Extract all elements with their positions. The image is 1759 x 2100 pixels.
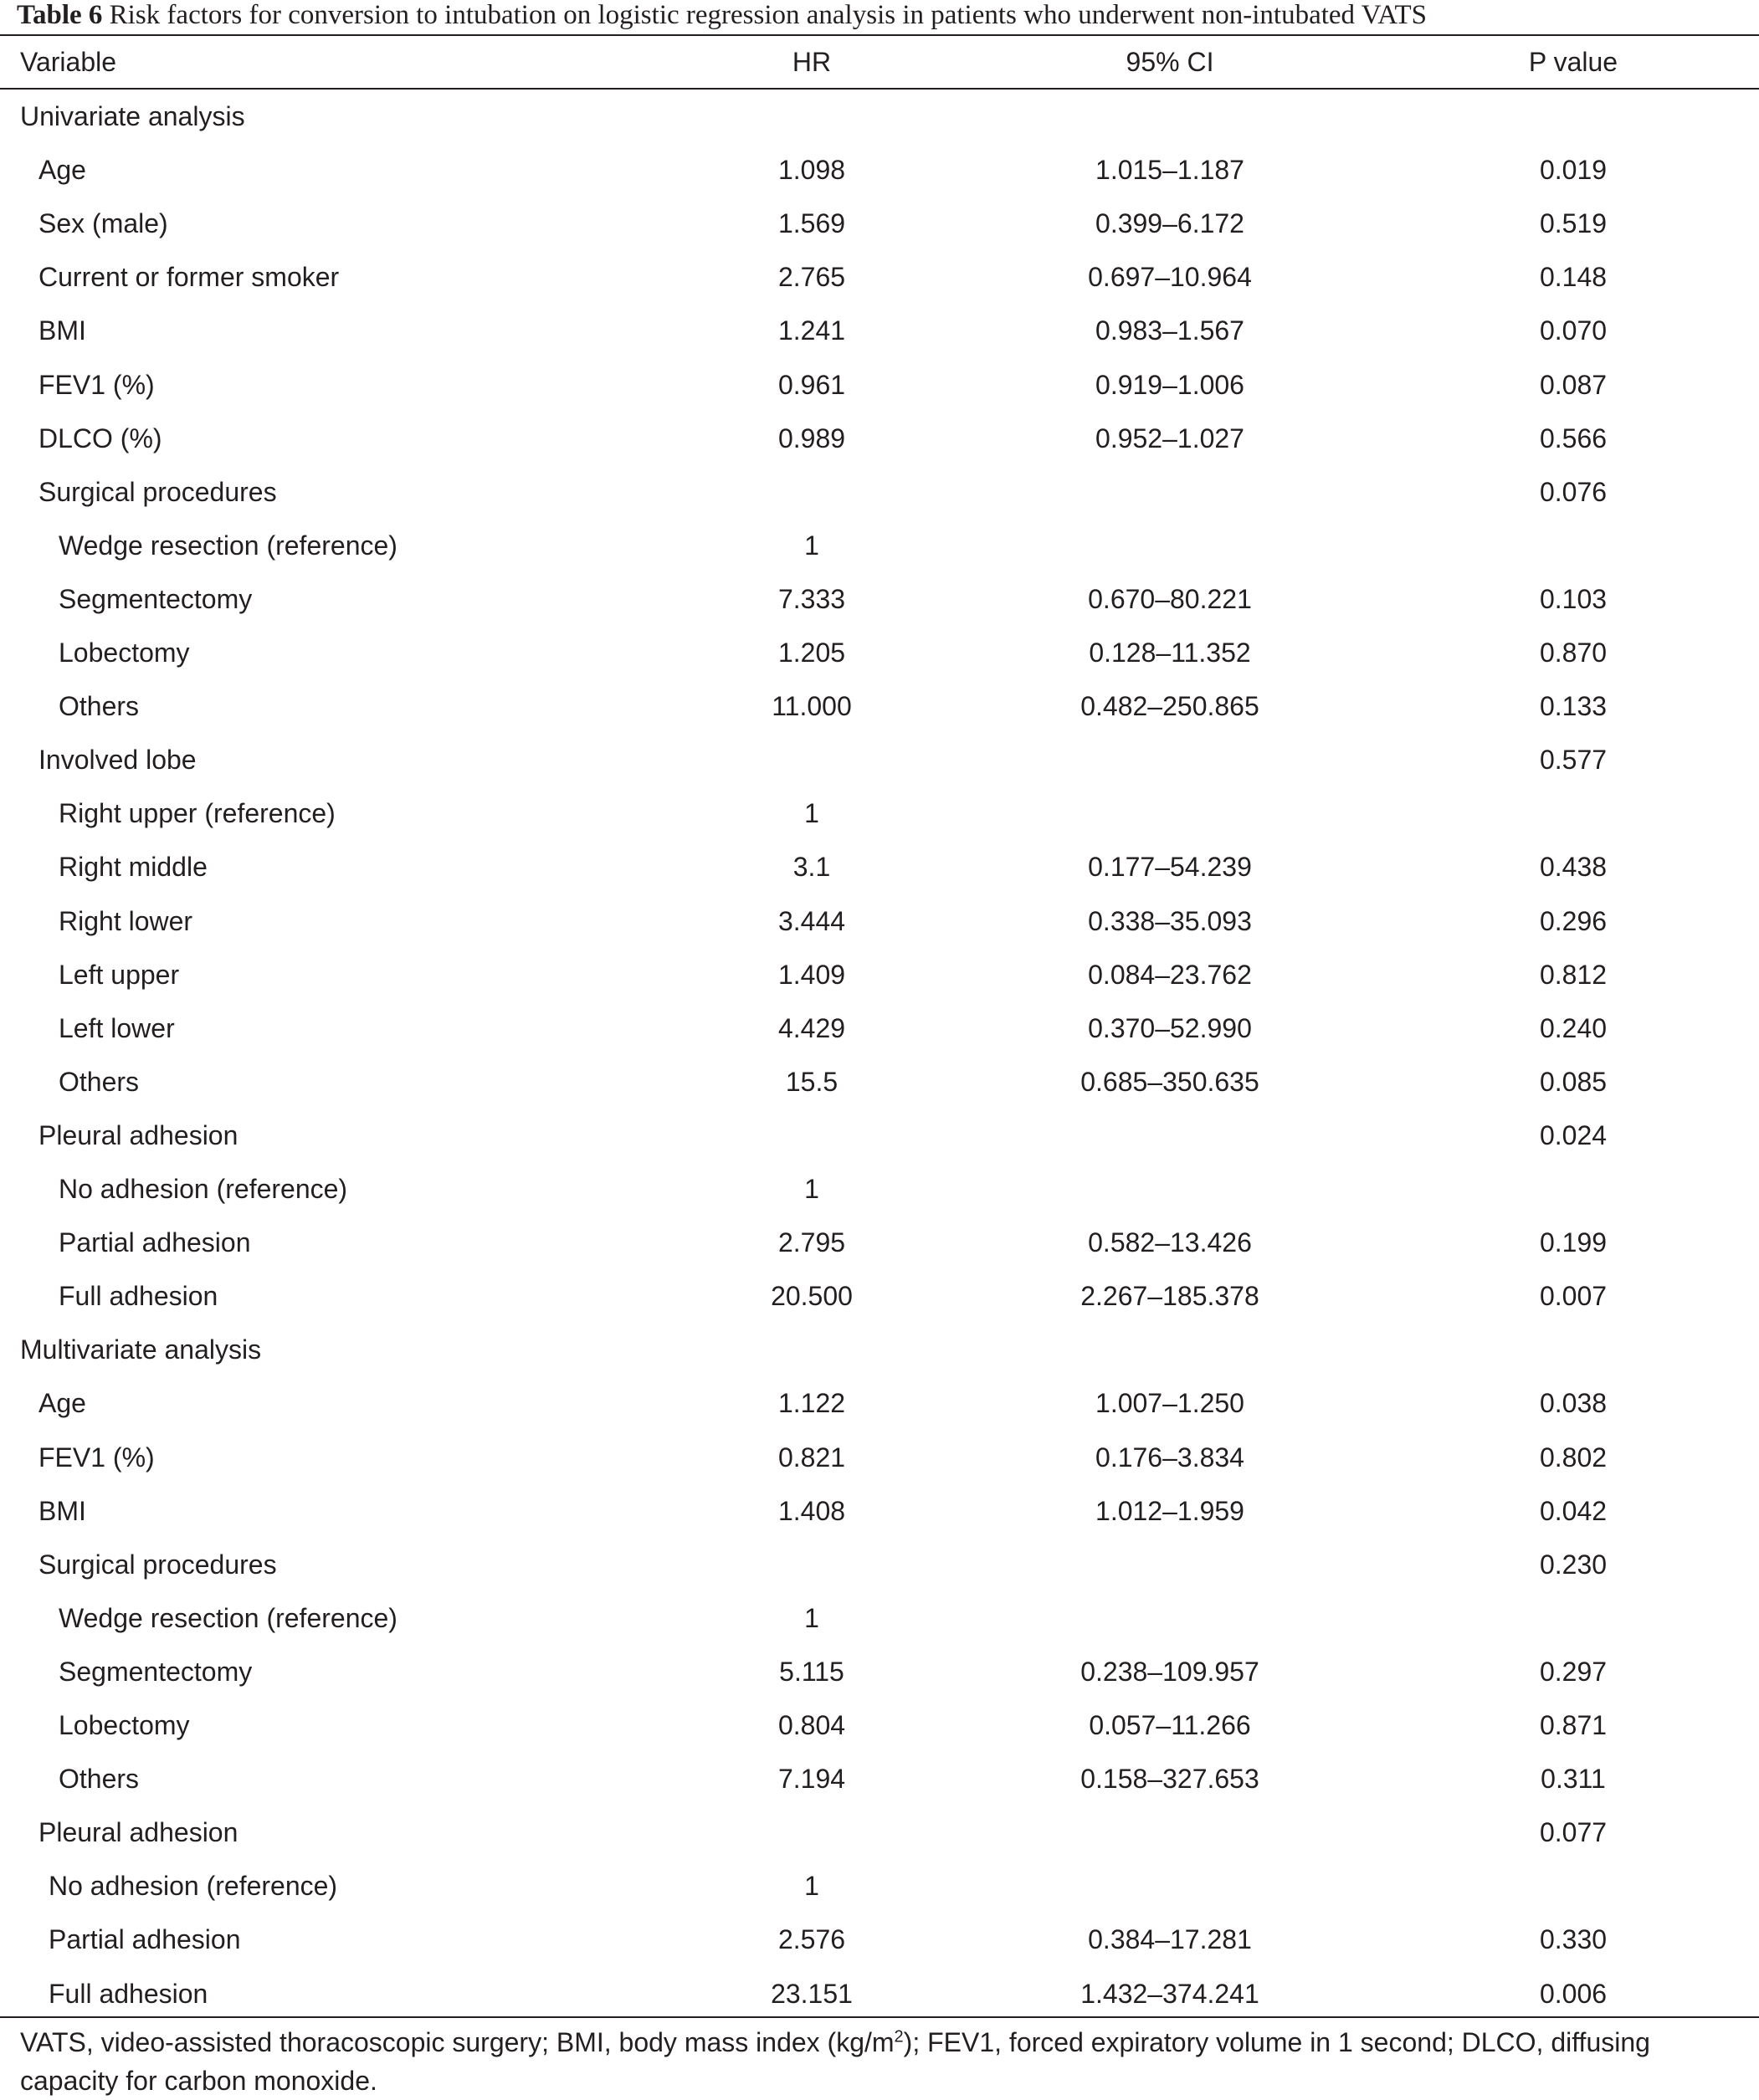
table-row [0,1698,1759,1752]
cell-p-value: 0.870 [1539,638,1608,668]
cell-ci: 0.685–350.635 [1080,1066,1259,1097]
cell-variable: Wedge resection (reference) [59,530,397,561]
cell-variable: Lobectomy [59,1710,190,1740]
cell-ci: 0.238–109.957 [1080,1656,1259,1687]
table-header [0,36,1759,88]
section-row [0,1323,1759,1376]
table-row [0,626,1759,679]
cell-hr: 0.961 [777,369,846,400]
cell-variable: Partial adhesion [49,1924,241,1955]
cell-ci: 0.952–1.027 [1095,423,1244,453]
cell-ci: 0.370–52.990 [1088,1012,1252,1043]
cell-variable: Left lower [59,1012,175,1043]
cell-p-value: 0.230 [1539,1549,1608,1580]
cell-hr: 1.098 [777,155,846,186]
cell-p-value: 0.006 [1539,1978,1608,2009]
table-row [0,679,1759,733]
cell-p-value: 0.240 [1539,1012,1608,1043]
table-row [0,948,1759,1001]
cell-ci: 0.057–11.266 [1089,1710,1251,1740]
cell-ci: 0.158–327.653 [1080,1764,1259,1795]
cell-p-value: 0.007 [1539,1281,1608,1312]
cell-ci: 0.176–3.834 [1095,1442,1244,1473]
footnote-superscript: 2 [894,2027,904,2046]
table-row [0,1752,1759,1805]
header-hr: HR [792,47,832,77]
cell-p-value: 0.148 [1539,262,1608,293]
cell-p-value: 0.330 [1539,1924,1608,1955]
cell-hr: 1.569 [777,208,846,239]
cell-variable: Lobectomy [59,638,190,668]
cell-hr: 3.1 [792,852,831,883]
cell-variable: Involved lobe [38,745,197,776]
cell-p-value: 0.871 [1539,1710,1608,1740]
cell-ci: 1.012–1.959 [1095,1495,1244,1526]
cell-hr: 1.205 [777,638,846,668]
cell-hr: 3.444 [777,905,846,936]
table-row [0,1001,1759,1055]
cell-ci: 0.399–6.172 [1095,208,1244,239]
table-row [0,1538,1759,1591]
table-row [0,1055,1759,1109]
cell-variable: Others [59,1764,140,1795]
header-variable: Variable [20,47,117,77]
cell-ci: 0.482–250.865 [1080,691,1259,722]
table-row [0,733,1759,786]
cell-p-value: 0.297 [1539,1656,1608,1687]
cell-p-value: 0.566 [1539,423,1608,453]
cell-variable: No adhesion (reference) [59,1174,348,1204]
cell-ci: 1.015–1.187 [1095,155,1244,186]
cell-variable: Partial adhesion [59,1227,251,1258]
table-row [0,250,1759,304]
cell-hr: 1.241 [777,315,846,346]
cell-hr: 1 [804,1871,819,1902]
cell-ci: 0.697–10.964 [1088,262,1252,293]
cell-hr: 1 [804,1602,819,1633]
cell-p-value: 0.070 [1539,315,1608,346]
table-row [0,1913,1759,1966]
cell-variable: Right middle [59,852,208,883]
cell-p-value: 0.076 [1539,476,1608,507]
table-title: Risk factors for conversion to intubation on logistic regression analysis in patients who underwent non-intubated VATS [109,0,1427,30]
cell-variable: Age [38,1388,86,1419]
cell-ci: 0.983–1.567 [1095,315,1244,346]
cell-hr: 5.115 [779,1656,844,1687]
cell-p-value: 0.103 [1539,583,1608,614]
table-row [0,840,1759,894]
table-row [0,197,1759,250]
cell-hr: 2.795 [777,1227,846,1258]
cell-hr: 0.989 [777,423,846,453]
cell-p-value: 0.519 [1539,208,1608,239]
table-row [0,143,1759,197]
cell-variable: Others [59,1066,140,1097]
table-row [0,1216,1759,1269]
cell-p-value: 0.133 [1539,691,1608,722]
cell-hr: 11.000 [772,691,852,722]
table-row [0,1645,1759,1698]
cell-variable: Right lower [59,905,193,936]
cell-p-value: 0.296 [1539,905,1608,936]
table-label: Table 6 [17,0,103,30]
section-row [0,90,1759,143]
table-row [0,786,1759,840]
cell-variable: Surgical procedures [38,1549,277,1580]
cell-p-value: 0.812 [1539,959,1608,990]
table-row [0,1431,1759,1484]
cell-ci: 0.919–1.006 [1095,369,1244,400]
cell-hr: 1.408 [777,1495,846,1526]
cell-p-value: 0.077 [1539,1817,1608,1848]
header-ci: 95% CI [1126,47,1214,77]
cell-variable: BMI [38,315,86,346]
table-row [0,358,1759,412]
cell-p-value: 0.042 [1539,1495,1608,1526]
cell-p-value: 0.311 [1541,1764,1606,1795]
cell-variable: Univariate analysis [20,101,245,131]
cell-hr: 23.151 [771,1978,853,2009]
cell-variable: FEV1 (%) [38,369,155,400]
table-row [0,304,1759,357]
cell-variable: Segmentectomy [59,583,253,614]
cell-p-value: 0.438 [1539,852,1608,883]
cell-p-value: 0.019 [1539,155,1608,186]
table-row [0,894,1759,948]
cell-variable: Full adhesion [49,1978,208,2009]
cell-hr: 15.5 [785,1066,838,1097]
cell-hr: 0.804 [777,1710,846,1740]
cell-variable: FEV1 (%) [38,1442,155,1473]
cell-ci: 0.338–35.093 [1088,905,1252,936]
cell-variable: BMI [38,1495,86,1526]
cell-p-value: 0.085 [1539,1066,1608,1097]
table-row [0,1859,1759,1913]
cell-variable: Full adhesion [59,1281,218,1312]
cell-p-value: 0.577 [1539,745,1608,776]
table-row [0,1109,1759,1162]
cell-variable: Pleural adhesion [38,1119,238,1150]
cell-hr: 1 [804,798,819,829]
cell-hr: 1.409 [777,959,846,990]
footnote-text-start: VATS, video-assisted thoracoscopic surgery; BMI, body mass index (kg/m [20,2027,895,2057]
cell-variable: Segmentectomy [59,1656,253,1687]
table-row [0,1376,1759,1430]
cell-variable: Pleural adhesion [38,1817,238,1848]
cell-ci: 0.384–17.281 [1088,1924,1252,1955]
header-p-value: P value [1528,47,1618,77]
table-caption [17,0,1749,33]
table-row [0,1484,1759,1538]
table-row [0,1162,1759,1216]
cell-hr: 0.821 [777,1442,846,1473]
cell-ci: 0.128–11.352 [1089,638,1251,668]
table-row [0,1967,1759,2021]
cell-p-value: 0.087 [1539,369,1608,400]
table-row [0,519,1759,572]
cell-hr: 2.576 [777,1924,846,1955]
cell-variable: Left upper [59,959,180,990]
cell-ci: 1.007–1.250 [1095,1388,1244,1419]
cell-variable: Others [59,691,140,722]
table-row [0,1269,1759,1323]
table-footnote [20,2023,1744,2100]
bottom-rule [0,2016,1759,2018]
cell-p-value: 0.038 [1539,1388,1608,1419]
cell-p-value: 0.199 [1539,1227,1608,1258]
cell-variable: Wedge resection (reference) [59,1602,397,1633]
cell-hr: 1 [804,1174,819,1204]
cell-hr: 20.500 [771,1281,853,1312]
cell-ci: 1.432–374.241 [1080,1978,1259,2009]
cell-ci: 2.267–185.378 [1080,1281,1259,1312]
cell-p-value: 0.802 [1539,1442,1608,1473]
cell-variable: Current or former smoker [38,262,340,293]
cell-p-value: 0.024 [1539,1119,1608,1150]
cell-variable: Age [38,155,86,186]
table-row [0,572,1759,626]
cell-ci: 0.670–80.221 [1088,583,1252,614]
cell-variable: Sex (male) [38,208,168,239]
table-row [0,412,1759,465]
cell-variable: Surgical procedures [38,476,277,507]
cell-ci: 0.582–13.426 [1088,1227,1252,1258]
table-row [0,1805,1759,1859]
cell-variable: No adhesion (reference) [49,1871,338,1902]
cell-variable: DLCO (%) [38,423,162,453]
cell-ci: 0.084–23.762 [1088,959,1252,990]
cell-hr: 7.194 [777,1764,846,1795]
cell-hr: 7.333 [777,583,846,614]
cell-hr: 1 [804,530,819,561]
cell-variable: Right upper (reference) [59,798,336,829]
table-row [0,1591,1759,1645]
cell-ci: 0.177–54.239 [1088,852,1252,883]
cell-hr: 2.765 [777,262,846,293]
footnote-text-end: ); FEV1, forced expiratory volume in 1 second; DLCO, diffusing capacity for carbon monoxide. [20,2027,1650,2096]
cell-variable: Multivariate analysis [20,1334,262,1365]
cell-hr: 1.122 [777,1388,846,1419]
cell-hr: 4.429 [777,1012,846,1043]
table-row [0,465,1759,519]
